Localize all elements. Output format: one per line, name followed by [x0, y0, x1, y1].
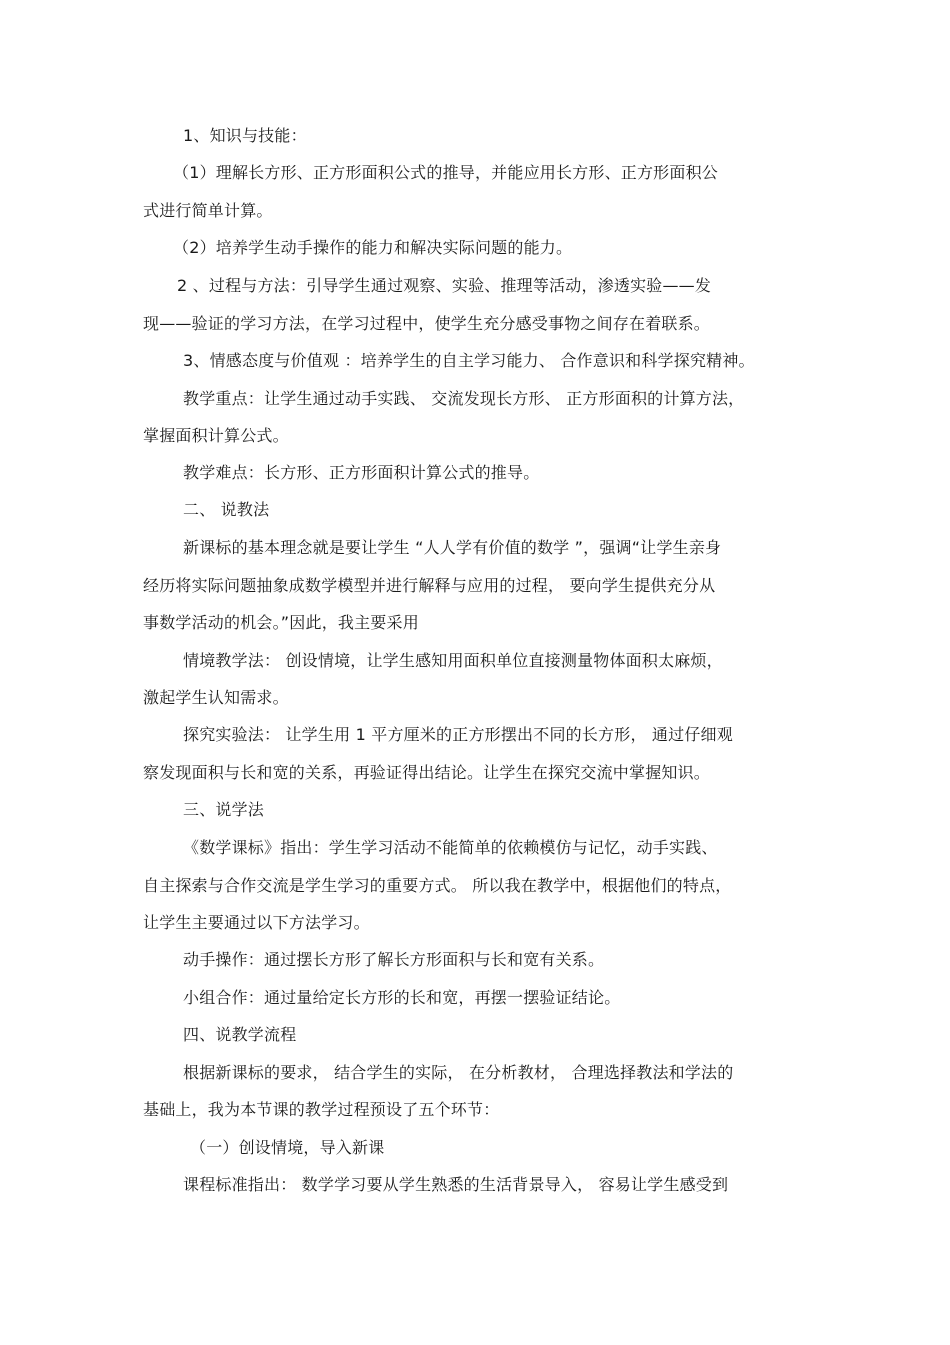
- text-line: 探究实验法： 让学生用 1 平方厘米的正方形摆出不同的长方形， 通过仔细观: [183, 725, 733, 744]
- text-line: 自主探索与合作交流是学生学习的重要方式。 所以我在教学中，根据他们的特点，: [143, 876, 732, 895]
- text-line: 式进行简单计算。: [143, 201, 273, 220]
- text-line: 教学难点：长方形、正方形面积计算公式的推导。: [183, 463, 540, 482]
- text-line: 察发现面积与长和宽的关系，再验证得出结论。让学生在探究交流中掌握知识。: [143, 763, 711, 782]
- text-line: 根据新课标的要求， 结合学生的实际， 在分析教材， 合理选择教法和学法的: [183, 1063, 734, 1082]
- text-line: 新课标的基本理念就是要让学生 “人人学有价值的数学 ”，强调“让学生亲身: [183, 538, 722, 557]
- text-line: （2）培养学生动手操作的能力和解决实际问题的能力。: [173, 238, 573, 257]
- text-line: （1）理解长方形、正方形面积公式的推导，并能应用长方形、正方形面积公: [173, 163, 718, 182]
- text-line: 动手操作：通过摆长方形了解长方形面积与长和宽有关系。: [183, 950, 605, 969]
- section-heading: 四、说教学流程: [183, 1025, 297, 1044]
- text-line: 激起学生认知需求。: [143, 688, 289, 707]
- text-line: 事数学活动的机会。”因此，我主要采用: [143, 613, 419, 632]
- text-line: 让学生主要通过以下方法学习。: [143, 913, 370, 932]
- text-line: 3、情感态度与价值观 ：培养学生的自主学习能力、 合作意识和科学探究精神。: [183, 351, 755, 370]
- text-line: 1、知识与技能：: [183, 126, 307, 145]
- text-line: 基础上，我为本节课的教学过程预设了五个环节：: [143, 1100, 500, 1119]
- subsection-heading: （一）创设情境，导入新课: [190, 1138, 385, 1157]
- text-line: 2 、过程与方法：引导学生通过观察、实验、推理等活动，渗透实验——发: [177, 276, 712, 295]
- text-line: 现——验证的学习方法，在学习过程中，使学生充分感受事物之间存在着联系。: [143, 314, 711, 333]
- text-line: 掌握面积计算公式。: [143, 426, 289, 445]
- text-line: 情境教学法： 创设情境，让学生感知用面积单位直接测量物体面积太麻烦，: [183, 651, 723, 670]
- text-line: 经历将实际问题抽象成数学模型并进行解释与应用的过程， 要向学生提供充分从: [143, 576, 716, 595]
- section-heading: 三、说学法: [183, 800, 265, 819]
- text-line: 课程标准指出： 数学学习要从学生熟悉的生活背景导入， 容易让学生感受到: [183, 1175, 729, 1194]
- text-line: 《数学课标》指出：学生学习活动不能简单的依赖模仿与记忆，动手实践、: [183, 838, 718, 857]
- text-line: 小组合作：通过量给定长方形的长和宽，再摆一摆验证结论。: [183, 988, 621, 1007]
- text-line: 教学重点：让学生通过动手实践、 交流发现长方形、 正方形面积的计算方法，: [183, 389, 745, 408]
- section-heading: 二、 说教法: [183, 500, 270, 519]
